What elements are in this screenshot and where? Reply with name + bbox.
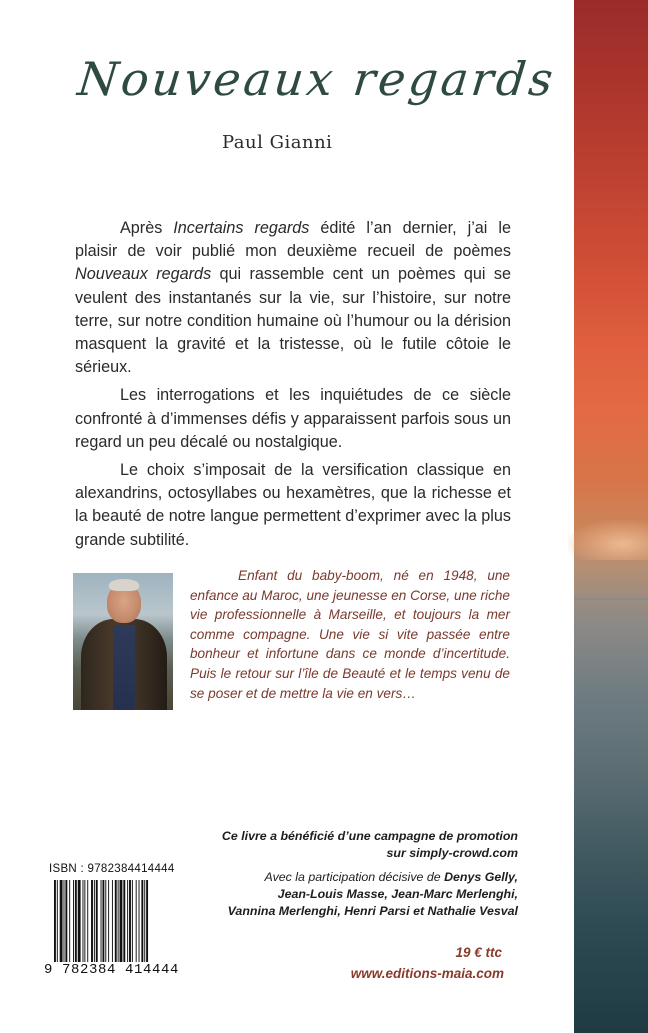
participation-credits bbox=[214, 869, 518, 920]
blurb-paragraph-3: Le choix s’imposait de la versification classique en alexandrins, octosyllabes ou hexamètres, que la richesse et la beauté de notre langue permettent d’exprimer avec la plus grande subtilité. bbox=[75, 461, 511, 549]
barcode-bar bbox=[57, 880, 58, 962]
author-bio: Enfant du baby-boom, né en 1948, une enfance au Maroc, une jeunesse en Corse, une riche vie professionnelle à Marseille, et toujours la mer comme compagne. Une vie si vite passée entre bonheur et infortune dans ce monde d’incertitude. Puis le retour sur l’île de Beauté et le temps venu de se poser et de mettre la vie en vers… bbox=[190, 568, 510, 701]
barcode-bar bbox=[78, 880, 81, 962]
cloud-shape bbox=[568, 520, 648, 560]
credits-line bbox=[214, 903, 518, 920]
blurb bbox=[75, 217, 511, 557]
blurb-paragraph-2: Les interrogations et les inquiétudes de ce siècle confronté à d’immenses défis y apparaissent parfois sous un regard un peu décalé ou nostalgique. bbox=[75, 386, 511, 451]
book-title: Nouveaux regards bbox=[75, 52, 559, 106]
barcode-bar bbox=[101, 880, 102, 962]
barcode-bar bbox=[115, 880, 117, 962]
blurb-text: Après bbox=[120, 219, 174, 237]
credits-intro: Avec la participation décisive de bbox=[264, 870, 445, 884]
barcode-bar bbox=[96, 880, 98, 962]
barcode-bar bbox=[69, 880, 70, 962]
barcode-bar bbox=[108, 880, 109, 962]
barcode-bar bbox=[146, 880, 148, 962]
barcode-bar bbox=[127, 880, 128, 962]
author-photo bbox=[73, 573, 173, 710]
credits-line bbox=[214, 869, 518, 886]
barcode-bar bbox=[120, 880, 123, 962]
barcode-bar bbox=[105, 880, 106, 962]
credits-name: Denys Gelly, bbox=[444, 870, 518, 884]
blurb-paragraph-1 bbox=[75, 217, 511, 379]
author-name: Paul Gianni bbox=[222, 132, 333, 153]
blurb-title-ref: Incertains regards bbox=[173, 219, 310, 237]
blurb-title-ref: Nouveaux regards bbox=[75, 265, 212, 284]
barcode-bar bbox=[64, 880, 65, 962]
barcode bbox=[54, 880, 172, 962]
barcode-bar bbox=[118, 880, 119, 962]
photo-hair bbox=[109, 579, 139, 591]
blurb-text: édité l’an dernier, j’ai le plaisir de voir publié mon deuxième recueil de poèmes bbox=[75, 219, 511, 261]
barcode-bar bbox=[65, 880, 67, 962]
barcode-bar bbox=[84, 880, 85, 962]
blurb-text: qui rassemble cent un poèmes qui se veulent des instantanés sur la vie, sur l’histoire, sur notre terre, sur notre condition humaine où l’humour ou la dérision masquent la gravité et la tristesse, où le futile côtoie le sérieux. bbox=[75, 265, 511, 377]
isbn-label: ISBN : 9782384414444 bbox=[49, 863, 175, 875]
barcode-bar bbox=[87, 880, 88, 962]
barcode-bar bbox=[123, 880, 125, 962]
barcode-bar bbox=[54, 880, 56, 962]
barcode-bar bbox=[73, 880, 74, 962]
barcode-bar bbox=[129, 880, 131, 962]
sunset-sea-strip bbox=[574, 0, 648, 1033]
barcode-bar bbox=[139, 880, 140, 962]
horizon-line bbox=[574, 598, 648, 600]
barcode-bar bbox=[141, 880, 143, 962]
credits-line bbox=[214, 886, 518, 903]
barcode-bar bbox=[60, 880, 63, 962]
barcode-bar bbox=[144, 880, 145, 962]
barcode-bar bbox=[91, 880, 93, 962]
barcode-bar bbox=[136, 880, 137, 962]
promo-note bbox=[214, 828, 518, 862]
barcode-digits: 9 782384 414444 bbox=[44, 962, 180, 978]
barcode-bar bbox=[132, 880, 133, 962]
promo-line: sur simply-crowd.com bbox=[386, 846, 518, 860]
credits-name: Vannina Merlenghi, Henri Parsi et Nathalie Vesval bbox=[227, 904, 518, 918]
barcode-bar bbox=[112, 880, 113, 962]
credits-name: Jean-Louis Masse, Jean-Marc Merlenghi, bbox=[277, 887, 518, 901]
barcode-bar bbox=[83, 880, 84, 962]
barcode-bar bbox=[94, 880, 95, 962]
promo-line: Ce livre a bénéficié d’une campagne de promotion bbox=[221, 829, 518, 843]
barcode-bar bbox=[102, 880, 104, 962]
publisher-website: www.editions-maia.com bbox=[350, 966, 504, 981]
photo-shirt bbox=[113, 625, 135, 710]
barcode-bar bbox=[75, 880, 77, 962]
price: 19 € ttc bbox=[455, 945, 502, 960]
